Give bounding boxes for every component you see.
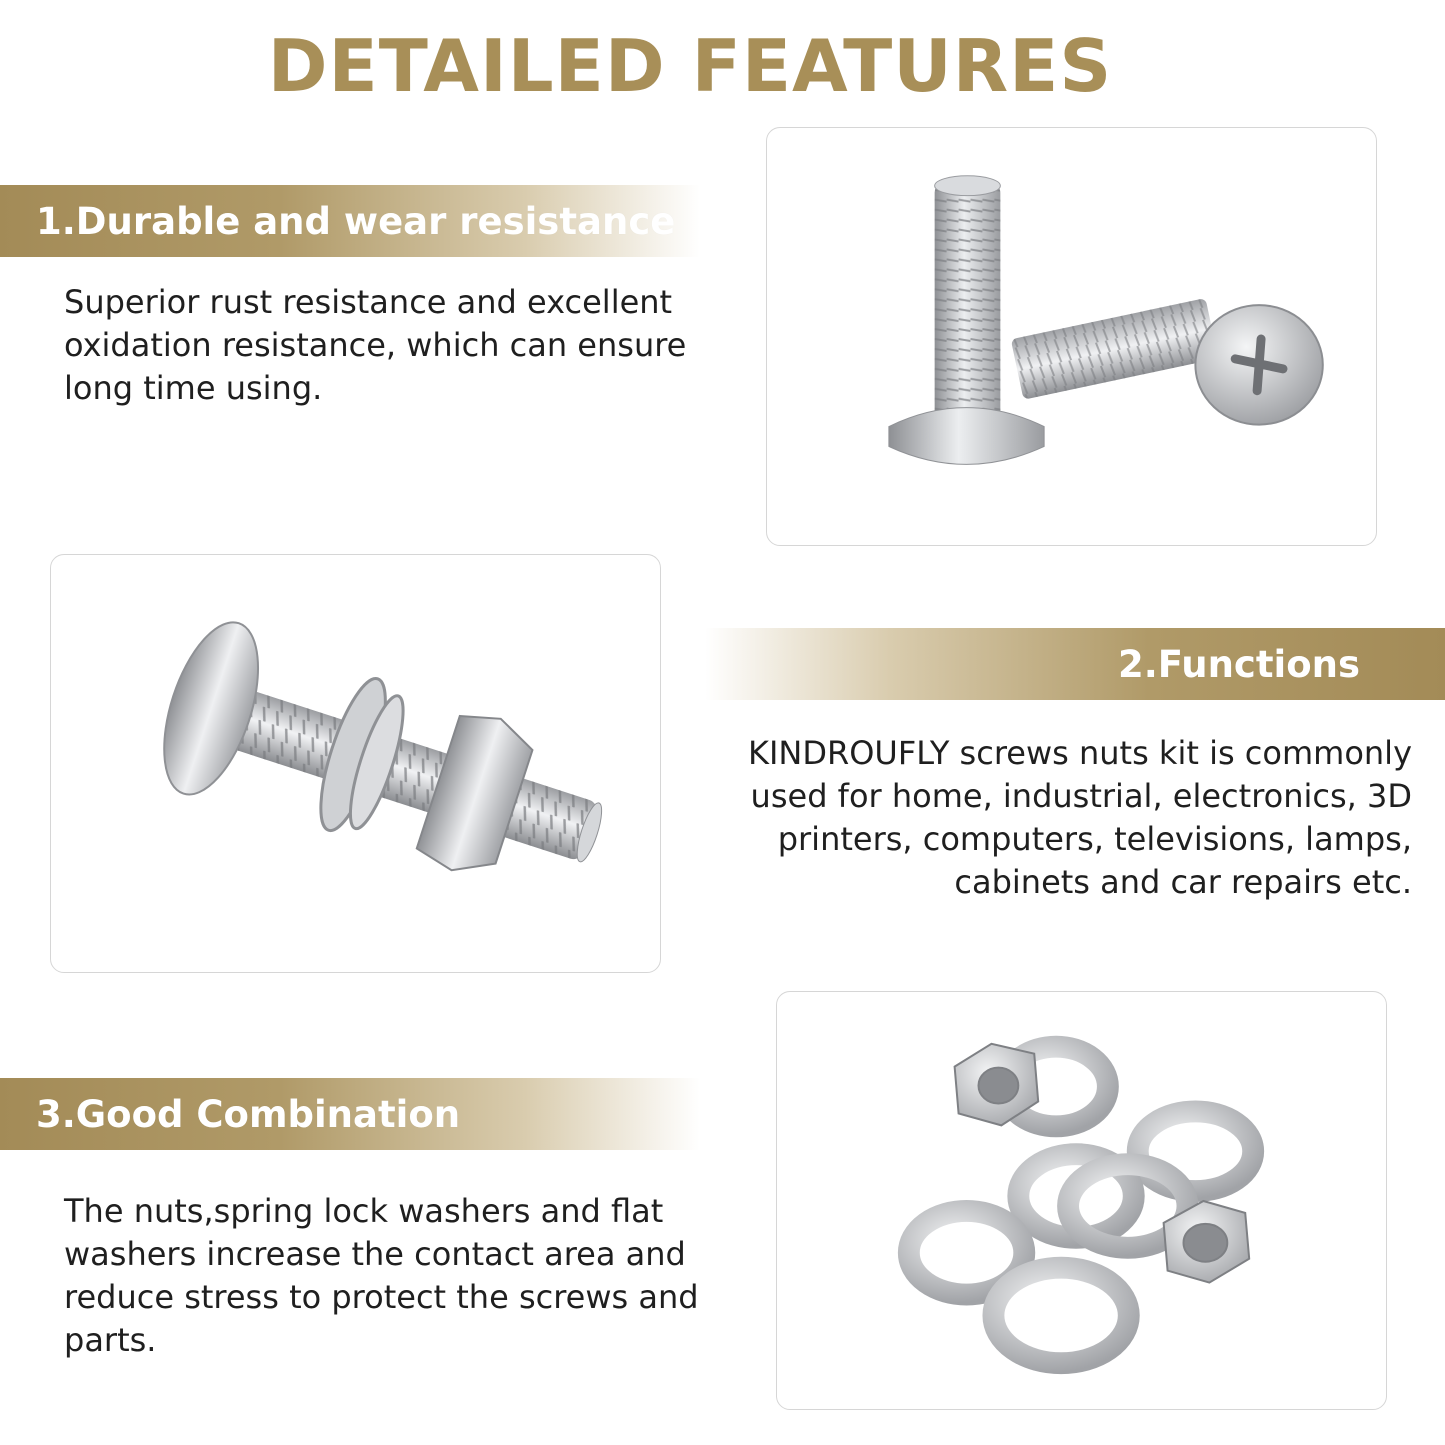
nuts-and-washers-icon — [777, 992, 1386, 1409]
feature-2-heading: 2.Functions — [1118, 642, 1360, 686]
feature-2-line: used for home, industrial, electronics, 3D — [750, 777, 1412, 815]
feature-3-heading: 3.Good Combination — [36, 1092, 461, 1136]
feature-1-heading: 1.Durable and wear resistance — [36, 199, 676, 243]
feature-1-line: oxidation resistance, which can ensure — [64, 326, 687, 364]
screw-washer-nut-assembly-icon — [51, 555, 660, 972]
feature-2-heading-band — [705, 628, 1445, 700]
feature-3-line: washers increase the contact area and — [64, 1235, 686, 1273]
feature-3-line: The nuts,spring lock washers and flat — [64, 1192, 664, 1230]
screws-photo-card — [766, 127, 1377, 546]
feature-3-line: reduce stress to protect the screws and — [64, 1278, 699, 1316]
feature-1-line: long time using. — [64, 369, 323, 407]
assembly-photo-card — [50, 554, 661, 973]
nuts-washers-photo-card — [776, 991, 1387, 1410]
feature-3-line: parts. — [64, 1321, 157, 1359]
feature-1-line: Superior rust resistance and excellent — [64, 283, 673, 321]
feature-2-line: printers, computers, televisions, lamps, — [777, 820, 1412, 858]
page-title: DETAILED FEATURES — [267, 24, 1113, 108]
feature-3-description — [64, 1190, 699, 1362]
feature-1-heading-band — [0, 185, 700, 257]
feature-2-description — [748, 732, 1412, 904]
feature-3-heading-band — [0, 1078, 700, 1150]
two-pan-head-screws-icon — [767, 128, 1376, 545]
feature-1-description — [64, 281, 686, 410]
feature-2-line: cabinets and car repairs etc. — [954, 863, 1412, 901]
feature-2-line: KINDROUFLY screws nuts kit is commonly — [748, 734, 1412, 772]
